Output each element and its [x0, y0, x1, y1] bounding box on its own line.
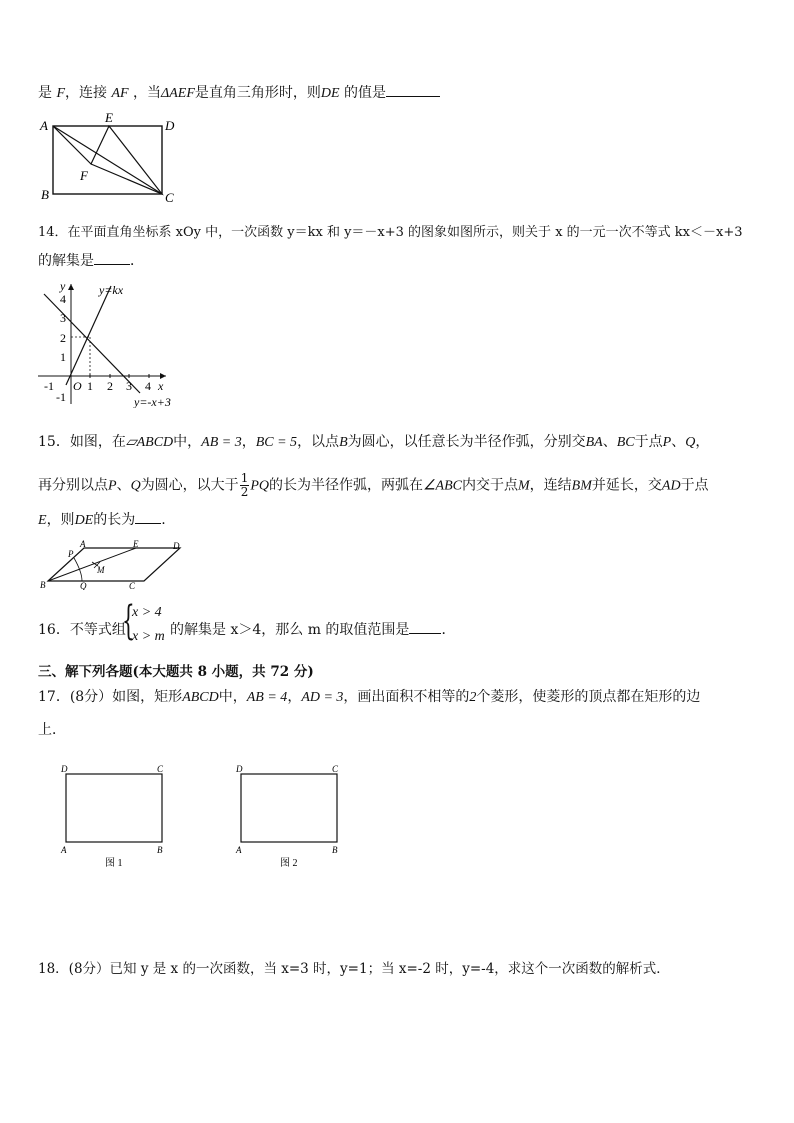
q15-var: B	[339, 435, 348, 450]
q15-var: BM	[571, 478, 592, 494]
q17-text: 17．(8分）如图，矩形	[38, 689, 183, 705]
y-tick-label: 4	[60, 292, 66, 306]
label-d: D	[61, 764, 68, 774]
label-e: E	[133, 539, 139, 549]
y-tick-label: -1	[56, 390, 66, 404]
q16-row2: x > m	[132, 629, 165, 644]
q15-line3	[38, 509, 166, 529]
q14-graph	[36, 280, 186, 408]
q17-line2: 上．	[38, 722, 66, 738]
q15-text: 并延长，交	[591, 477, 662, 494]
q15-var: P	[108, 478, 117, 494]
q14-line2	[38, 250, 144, 270]
q15-text: 再分别以点	[38, 477, 108, 494]
label-q: Q	[80, 581, 87, 590]
q17-text: ，画出面积不相等的	[343, 689, 470, 705]
q17-ab: AB = 4	[246, 690, 288, 705]
q13-text: ，连接	[65, 85, 108, 101]
q15-text: 、	[602, 434, 617, 450]
x-tick-label: 3	[126, 379, 132, 393]
x-axis-label: x	[158, 379, 164, 393]
label-e: E	[105, 110, 113, 125]
fraction-denominator: 2	[240, 485, 249, 499]
label-f: F	[80, 168, 88, 183]
q15-var: E	[38, 513, 47, 528]
q13-text: ，当	[133, 85, 162, 101]
label-d: D	[165, 118, 175, 133]
rect-abcd	[66, 774, 162, 842]
q15-text: 的长为	[93, 512, 136, 528]
q13-text-line	[38, 82, 440, 102]
q17-figure-1	[56, 762, 181, 872]
y-tick-label: 2	[60, 331, 66, 345]
line-kx	[66, 286, 111, 385]
q15-text: 于点	[634, 434, 663, 450]
q15-var: DE	[74, 513, 94, 528]
segment-be	[48, 548, 136, 581]
section-heading: 三、解下列各题(本大题共 8 小题，共 72 分)	[38, 664, 314, 680]
q15-text: 内交于点	[462, 477, 518, 494]
q15-var: AD	[661, 478, 681, 494]
q15-ab: AB = 3	[201, 435, 242, 450]
q16-row1: x > 4	[132, 605, 162, 620]
figure-caption: 图 2	[280, 858, 298, 869]
answer-blank	[386, 82, 440, 97]
q15-text: 为圆心，以大于	[140, 477, 239, 494]
q14-line1: 14．在平面直角坐标系 xOy 中，一次函数 y＝kx 和 y＝－x+3 的图象如图所示，则关于 x 的一元一次不等式 kx＜－x+3	[38, 225, 743, 240]
q15-figure	[36, 538, 186, 590]
q15-var: BC	[616, 435, 635, 450]
label-d: D	[236, 764, 243, 774]
y-tick-label: 3	[60, 311, 66, 325]
fraction-numerator: 1	[240, 471, 249, 485]
q15-var: BA	[585, 435, 603, 450]
label-y-neg: y=-x+3	[134, 395, 171, 408]
q15-text: ，	[241, 434, 256, 450]
q17-text: ，	[287, 689, 302, 705]
label-b: B	[41, 187, 49, 202]
rect-abcd	[241, 774, 337, 842]
x-tick-label: -1	[44, 379, 54, 393]
q15-line2	[38, 472, 709, 499]
label-a: A	[61, 845, 67, 855]
label-p: P	[68, 549, 74, 559]
q13-var-af: AF	[111, 86, 129, 101]
label-a: A	[40, 118, 48, 133]
q15-text: ，连结	[529, 477, 572, 494]
label-c: C	[129, 581, 136, 590]
origin-label: O	[73, 379, 82, 393]
q15-text: 15．如图，在	[38, 434, 126, 450]
segment-ac	[53, 126, 162, 194]
q15-text: 为圆心，以任意长为半径作弧，分别交	[347, 434, 586, 450]
q13-text: 是	[38, 85, 52, 101]
q15-text: 中，	[173, 434, 202, 450]
label-a: A	[80, 539, 86, 549]
q13-text: 的值是	[344, 85, 387, 101]
label-y-kx: y=kx	[99, 283, 124, 297]
label-b: B	[332, 845, 338, 855]
q16-line-rest	[170, 619, 455, 639]
q15-var: Q	[685, 435, 696, 450]
answer-blank	[409, 619, 441, 634]
q15-text: 、	[671, 434, 686, 450]
q16-text: 的解集是 x＞4，那么 m 的取值范围是	[170, 622, 410, 638]
answer-blank	[135, 509, 161, 524]
q17-figure-2	[231, 762, 356, 872]
q15-var: Q	[130, 478, 141, 494]
q15-text: ，以点	[297, 434, 340, 450]
q15-var: M	[518, 478, 530, 494]
q17-var: ABCD	[182, 690, 219, 705]
q17-var: 2	[469, 690, 477, 705]
label-d: D	[173, 541, 180, 551]
q15-text: 的长为半径作弧，两弧在	[269, 477, 423, 494]
brace: {	[122, 598, 135, 644]
q15-text: .	[161, 512, 166, 528]
y-tick-label: 1	[60, 350, 66, 364]
q15-text: 、	[116, 477, 131, 494]
label-c: C	[332, 764, 339, 774]
label-b: B	[157, 845, 163, 855]
q15-angle: ∠ABC	[423, 478, 462, 494]
x-tick-label: 1	[87, 379, 93, 393]
q18-line: 18．(8分）已知 y 是 x 的一次函数，当 x=3 时，y=1；当 x=-2 时，y=-4，求这个一次函数的解析式．	[38, 961, 670, 977]
q13-var-de: DE	[320, 86, 340, 101]
label-a: A	[236, 845, 242, 855]
q17-text: 个菱形，使菱形的顶点都在矩形的边	[476, 689, 701, 705]
y-axis-arrow	[68, 284, 74, 290]
y-axis-label: y	[60, 280, 66, 293]
x-tick-label: 2	[107, 379, 113, 393]
q16-text: 16．不等式组	[38, 622, 126, 638]
label-b: B	[40, 580, 46, 590]
q13-text: 是直角三角形时，则	[194, 85, 321, 101]
q17-text: 中，	[218, 689, 247, 705]
x-tick-label: 4	[145, 379, 151, 393]
label-c: C	[157, 764, 164, 774]
q15-text: ，	[695, 434, 710, 450]
q13-triangle: ΔAEF	[161, 86, 195, 101]
figure-caption: 图 1	[105, 858, 123, 869]
label-c: C	[165, 190, 174, 205]
q15-var: PQ	[250, 478, 269, 494]
q14-text: ．	[130, 253, 144, 269]
fraction-half	[240, 472, 250, 499]
q15-line1	[38, 431, 709, 451]
q15-text: ，则	[46, 512, 75, 528]
q15-var: P	[662, 435, 672, 450]
q16-text: ．	[441, 622, 456, 638]
q13-var-f: F	[56, 86, 66, 101]
q17-ad: AD = 3	[301, 690, 344, 705]
q16-line	[38, 619, 126, 639]
q17-line1	[38, 686, 700, 706]
q15-text: 于点	[680, 477, 709, 494]
q13-figure	[36, 110, 186, 205]
answer-blank	[94, 250, 130, 265]
q14-text: 的解集是	[38, 253, 94, 269]
q15-parallelogram: ▱ABCD	[125, 435, 174, 450]
label-m: M	[97, 565, 105, 575]
q15-bc: BC = 5	[255, 435, 298, 450]
